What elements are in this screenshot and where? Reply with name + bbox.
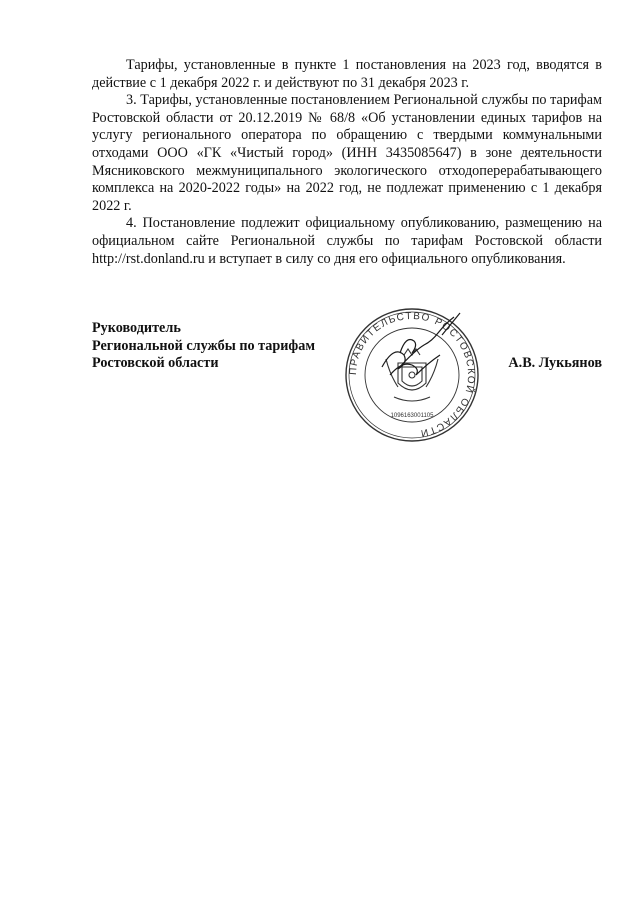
signatory-title (92, 320, 315, 373)
stamp-number: 1096163001105 (390, 413, 434, 419)
official-seal-stamp (342, 305, 482, 445)
signatory-title-line-1: Руководитель (92, 320, 181, 336)
document-body (92, 57, 602, 268)
stamp-ring-text: ПРАВИТЕЛЬСТВО РОСТОВСКОЙ ОБЛАСТИ (347, 310, 477, 439)
signatory-name: А.В. Лукьянов (508, 355, 602, 371)
coat-of-arms-emblem (386, 349, 438, 401)
paragraph-effective-dates: Тарифы, установленные в пункте 1 постановления на 2023 год, вводятся в действие с 1 декабря 2022 г. и действуют по 31 декабря 2023 г. (92, 57, 602, 91)
paragraph-3: 3. Тарифы, установленные постановлением Региональной службы по тарифам Ростовской области от 20.12.2019 № 68/8 «Об установлении единых тарифов на услугу регионального оператора по обращению с твердыми коммунальными отходами ООО «ГК «Чистый город» (ИНН 3435085647) в зоне деятельности Мясниковского межмуниципального экологического отходоперерабатывающего комплекса на 2020-2022 годы» на 2022 год, не подлежат применению с 1 декабря 2022 г. (92, 92, 602, 214)
signatory-title-line-2: Региональной службы по тарифам (92, 337, 316, 354)
signatory-title-line-3: Ростовской области (92, 355, 219, 371)
paragraph-4: 4. Постановление подлежит официальному опубликованию, размещению на официальном сайте Региональной службы по тарифам Ростовской области http://rst.donland.ru и вступает в силу со дня его официального опубликования. (92, 215, 602, 267)
